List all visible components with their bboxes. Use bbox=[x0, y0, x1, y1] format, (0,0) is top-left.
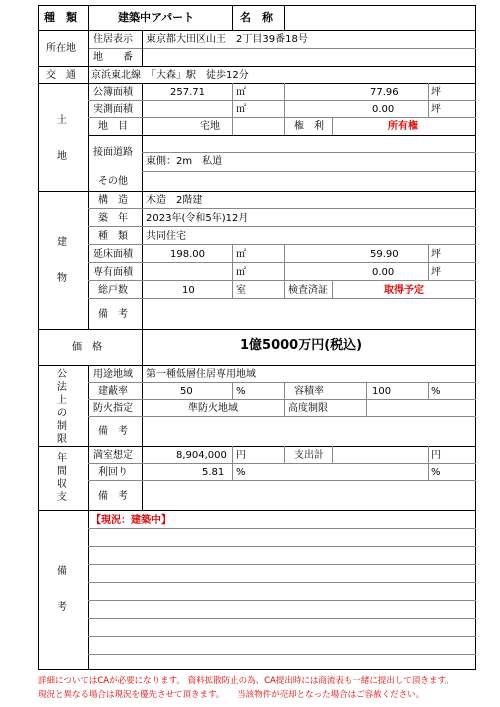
yield-label: 利回り bbox=[98, 467, 128, 478]
building-label-top: 建 bbox=[57, 237, 67, 248]
yield-unit: % bbox=[236, 467, 246, 478]
fire-label: 防火指定 bbox=[93, 403, 133, 414]
private-tsubo-value: 0.00 bbox=[372, 267, 395, 278]
income-remarks-label: 備 考 bbox=[98, 491, 128, 502]
expected-income-unit: 円 bbox=[236, 450, 246, 461]
registered-area-value: 257.71 bbox=[170, 87, 205, 98]
registered-area-unit: ㎡ bbox=[236, 87, 246, 98]
bcr-label: 建蔽率 bbox=[98, 386, 128, 397]
actual-tsubo-unit: 坪 bbox=[431, 104, 441, 115]
name-label: 名 称 bbox=[240, 11, 273, 24]
zoning-value: 第一種低層住居専用地域 bbox=[146, 369, 256, 380]
road-label: 接面道路 bbox=[93, 147, 133, 158]
remarks-label-bottom: 考 bbox=[57, 602, 67, 613]
type-label: 種 類 bbox=[44, 11, 77, 24]
land-label-bottom: 地 bbox=[57, 151, 67, 162]
expense-unit: 円 bbox=[431, 450, 441, 461]
road-value: 東側：2m 私道 bbox=[146, 156, 223, 167]
actual-area-unit: ㎡ bbox=[236, 104, 246, 115]
legal-remarks-label: 備 考 bbox=[98, 426, 128, 437]
lot-label: 地 番 bbox=[93, 52, 133, 63]
floor-area-label: 延床面積 bbox=[93, 249, 133, 260]
address-value: 東京都大田区山王 2丁目39番18号 bbox=[146, 34, 308, 45]
units-unit: 室 bbox=[236, 285, 246, 296]
bcr-value: 50 bbox=[180, 386, 193, 397]
registered-area-label: 公簿面積 bbox=[93, 87, 133, 98]
land-category-value: 宅地 bbox=[200, 121, 220, 132]
inspection-value: 取得予定 bbox=[384, 285, 424, 296]
transport-value: 京浜東北線 「大森」駅 徒歩12分 bbox=[91, 70, 249, 81]
remarks-status: 【現況：建築中】 bbox=[91, 515, 171, 526]
far-unit: % bbox=[431, 386, 441, 397]
structure-label: 構 造 bbox=[98, 195, 128, 206]
far-value: 100 bbox=[372, 386, 392, 397]
registered-tsubo-unit: 坪 bbox=[431, 87, 441, 98]
building-type-label: 種 類 bbox=[98, 231, 128, 242]
registered-tsubo-value: 77.96 bbox=[370, 87, 399, 98]
fire-value: 準防火地域 bbox=[188, 403, 238, 414]
private-area-unit: ㎡ bbox=[236, 267, 246, 278]
height-label: 高度制限 bbox=[288, 403, 328, 414]
floor-tsubo-unit: 坪 bbox=[431, 249, 441, 260]
yield-value: 5.81 bbox=[202, 467, 225, 478]
private-area-label: 専有面積 bbox=[93, 267, 133, 278]
expected-income-label: 満室想定 bbox=[93, 450, 133, 461]
address-label: 住居表示 bbox=[93, 34, 133, 45]
units-value: 10 bbox=[182, 285, 195, 296]
transport-label: 交 通 bbox=[46, 70, 76, 81]
far-label: 容積率 bbox=[294, 386, 324, 397]
actual-area-label: 実測面積 bbox=[93, 104, 133, 115]
rights-label: 権 利 bbox=[294, 121, 324, 132]
building-type-value: 共同住宅 bbox=[146, 231, 186, 242]
units-label: 総戸数 bbox=[98, 285, 128, 296]
land-category-label: 地 目 bbox=[98, 121, 128, 132]
land-other-label: その他 bbox=[98, 176, 128, 187]
floor-area-value: 198.00 bbox=[170, 249, 205, 260]
building-remarks-label: 備 考 bbox=[98, 309, 128, 320]
zoning-label: 用途地域 bbox=[93, 369, 133, 380]
bcr-unit: % bbox=[236, 386, 246, 397]
expense-label: 支出計 bbox=[294, 450, 324, 461]
footnote-ca: 詳細についてはCAが必要になります。 資料拡散防止の為、CA提出時には商流表も一緒に提出して頂きます。 bbox=[38, 676, 454, 686]
price-value: 1億5000万円(税込) bbox=[240, 338, 363, 353]
rights-value: 所有権 bbox=[388, 121, 418, 132]
built-label: 築 年 bbox=[98, 213, 128, 224]
price-label: 価 格 bbox=[72, 342, 102, 353]
structure-value: 木造 2階建 bbox=[146, 195, 203, 206]
building-label-bottom: 物 bbox=[57, 273, 67, 284]
location-label: 所在地 bbox=[46, 43, 76, 54]
actual-tsubo-value: 0.00 bbox=[372, 104, 395, 115]
footnote-current: 現況と異なる場合は現況を優先させて頂きます。 当該物件が売却となった場合はご容赦ください。 bbox=[38, 690, 425, 700]
floor-area-unit: ㎡ bbox=[236, 249, 246, 260]
land-label-top: 土 bbox=[57, 115, 67, 126]
yield-unit-right: % bbox=[431, 467, 441, 478]
private-tsubo-unit: 坪 bbox=[431, 267, 441, 278]
type-value: 建築中アパート bbox=[118, 11, 195, 24]
expected-income-value: 8,904,000 bbox=[176, 450, 227, 461]
inspection-label: 検査済証 bbox=[288, 285, 328, 296]
floor-tsubo-value: 59.90 bbox=[370, 249, 399, 260]
remarks-label-top: 備 bbox=[57, 566, 67, 577]
built-value: 2023年(令和5年)12月 bbox=[146, 213, 249, 224]
